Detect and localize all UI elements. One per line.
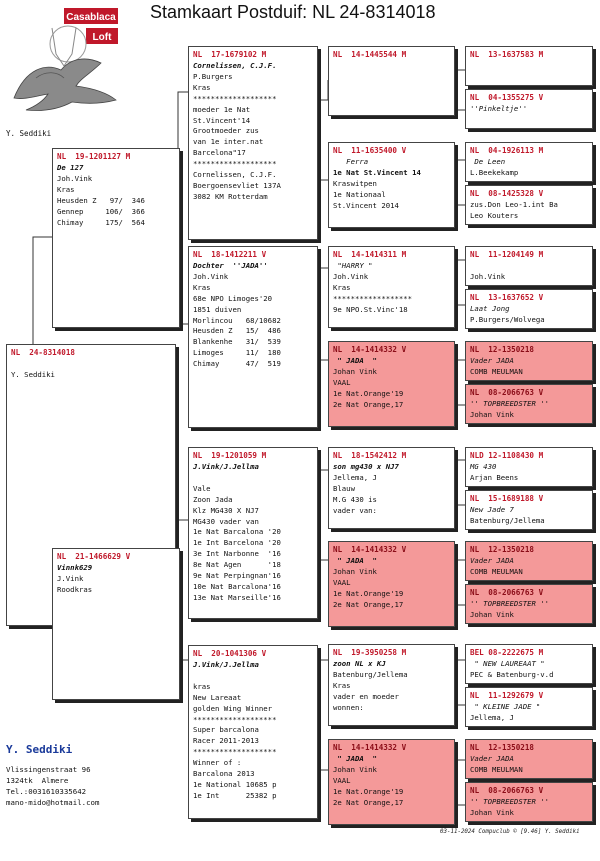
g4-ring: NL 08-1425328 V	[470, 189, 544, 198]
g4-ring: NL 12-1350218	[470, 545, 535, 554]
g3-detail-line: 1e Nat.Orange'19	[333, 588, 404, 598]
g4-ring: NL 13-1637652 V	[470, 293, 544, 302]
mm-details	[193, 660, 313, 802]
detail-line: Klz MG430 X NJ7	[193, 505, 259, 515]
detail-line: Heusden Z 97/ 346	[57, 195, 145, 205]
g4-detail-line: ''Pinkeltje''	[470, 104, 528, 113]
g3-detail-line: Kras	[333, 680, 351, 690]
detail-line: Morlincou 68/10682	[193, 315, 281, 325]
g3-detail-line: Johan Vink	[333, 566, 377, 576]
g3-detail-line: Johan Vink	[333, 764, 377, 774]
g3-card-1[interactable]	[328, 46, 455, 116]
mf-ring: NL 19-1201059 M	[193, 451, 267, 460]
detail-line: Barcelona"17	[193, 148, 246, 158]
detail-line: Blankenhe 31/ 539	[193, 337, 281, 347]
detail-line: J.Vink/J.Jellma	[193, 462, 259, 471]
g3-detail-line: vader van:	[333, 505, 377, 515]
g4-ring: NL 08-2066763 V	[470, 388, 544, 397]
detail-line: J.Vink/J.Jellma	[193, 660, 259, 669]
g4-detail-line: Johan Vink	[470, 807, 514, 817]
detail-line: 3082 KM Rotterdam	[193, 191, 268, 201]
g3-ring: NL 18-1542412 M	[333, 451, 407, 460]
logo-text-line1: Casablaca	[66, 12, 116, 23]
g4-detail-line: New Jade 7	[470, 505, 514, 514]
g4-detail-line: L.Beekekamp	[470, 167, 519, 177]
detail-line: Gennep 106/ 366	[57, 206, 145, 216]
g3-card-6[interactable]	[328, 541, 455, 627]
g3-detail-line: " JADA "	[333, 356, 377, 365]
detail-line: 3e Int Narbonne '16	[193, 549, 281, 559]
mf-card[interactable]	[188, 447, 318, 619]
detail-line: Cornelissen, C.J.F.	[193, 61, 277, 70]
detail-line: Chimay 47/ 519	[193, 359, 281, 369]
ff-details	[193, 61, 313, 203]
owner-name: Y. Seddiki	[6, 743, 73, 756]
g3-detail-line: 2e Nat Orange,17	[333, 797, 404, 807]
g3-ring: NL 14-1445544 M	[333, 50, 407, 59]
detail-line: Racer 2011-2013	[193, 736, 259, 746]
g3-card-8[interactable]	[328, 739, 455, 825]
g4-ring: NL 11-1292679 V	[470, 691, 544, 700]
detail-line: 10e Nat Barcalona'16	[193, 581, 281, 591]
detail-line: van 1e inter.nat	[193, 137, 264, 147]
g3-card-2[interactable]	[328, 142, 455, 228]
g3-detail-line: St.Vincent 2014	[333, 200, 399, 210]
detail-line: Cornelissen, C.J.F.	[193, 170, 277, 180]
detail-line: De 127	[57, 163, 84, 172]
g4-detail-line: " NEW LAUREAAT "	[470, 659, 545, 668]
g4-card-6[interactable]	[465, 289, 593, 329]
g4-card-10[interactable]	[465, 490, 593, 530]
g3-detail-line: Ferra	[333, 157, 369, 166]
g4-detail-line: MG 430	[470, 462, 497, 471]
g3-ring: NL 19-3950258 M	[333, 648, 407, 657]
g4-ring: NL 12-1350218	[470, 345, 535, 354]
g4-ring: NL 08-2066763 V	[470, 588, 544, 597]
detail-line: Kras	[57, 184, 75, 194]
mm-card[interactable]	[188, 645, 318, 819]
g4-detail-line: Batenburg/Jellema	[470, 515, 545, 525]
g4-card-9[interactable]	[465, 447, 593, 487]
page-title: Stamkaart Postduif: NL 24-8314018	[150, 2, 436, 22]
detail-line: Boergoensevliet 137A	[193, 180, 281, 190]
detail-line: Kras	[193, 282, 211, 292]
detail-line: Dochter ''JADA''	[193, 261, 268, 270]
g3-detail-line: Batenburg/Jellema	[333, 669, 408, 679]
g3-card-7[interactable]	[328, 644, 455, 726]
detail-line: 1e Int 25382 p	[193, 790, 277, 800]
detail-line: *******************	[193, 93, 277, 103]
g4-ring: BEL 08-2222675 M	[470, 648, 544, 657]
mf-details	[193, 462, 313, 604]
g4-detail-line: De Leen	[470, 157, 506, 166]
g3-detail-line: Kras	[333, 282, 351, 292]
detail-line: J.Vink	[57, 573, 84, 583]
g4-detail-line: Laat Jong	[470, 304, 510, 313]
detail-line: *******************	[193, 159, 277, 169]
fm-ring: NL 18-1412211 V	[193, 250, 267, 259]
detail-line: Grootmoeder zus	[193, 126, 259, 136]
g4-detail-line: Arjan Beens	[470, 472, 519, 482]
g4-detail-line: Vader JADA	[470, 556, 514, 565]
fm-details	[193, 261, 313, 370]
g4-ring: NL 11-1204149 M	[470, 250, 544, 259]
g4-detail-line: " KLEINE JADE "	[470, 702, 541, 711]
g3-detail-line: zoon NL x KJ	[333, 659, 386, 668]
g4-card-1[interactable]	[465, 46, 593, 86]
g4-card-3[interactable]	[465, 142, 593, 182]
detail-line: Super barcalona	[193, 725, 259, 735]
owner-address-1: Vlissingenstraat 96	[6, 765, 91, 774]
g3-detail-line: 2e Nat Orange,17	[333, 399, 404, 409]
detail-line: *******************	[193, 714, 277, 724]
mother-ring: NL 21-1466629 V	[57, 552, 131, 561]
detail-line: Heusden Z 15/ 486	[193, 326, 281, 336]
detail-line: St.Vincent'14	[193, 115, 251, 125]
g3-detail-line: 9e NPO.St.Vinc'18	[333, 304, 408, 314]
g4-detail-line: Vader JADA	[470, 356, 514, 365]
detail-line: 1e National 10685 p	[193, 779, 277, 789]
owner-email: mano-mido@hotmail.com	[6, 798, 100, 807]
g3-detail-line: "HARRY "	[333, 261, 373, 270]
logo-owner: Y. Seddiki	[6, 129, 52, 138]
g3-detail-line: M.G 430 is	[333, 494, 377, 504]
detail-line: Chimay 175/ 564	[57, 217, 145, 227]
g4-detail-line: Johan Vink	[470, 409, 514, 419]
detail-line: 13e Nat Marseille'16	[193, 592, 281, 602]
detail-line: Joh.Vink	[57, 173, 93, 183]
g3-card-4[interactable]	[328, 341, 455, 427]
g4-detail-line: zus.Don Leo-1.int Ba	[470, 200, 558, 209]
g4-ring: NL 15-1689188 V	[470, 494, 544, 503]
g3-ring: NL 14-1414332 V	[333, 743, 407, 752]
g4-detail-line: '' TOPBREEDSTER ''	[470, 797, 550, 806]
detail-line: Zoon Jada	[193, 494, 233, 504]
g3-ring: NL 14-1414311 M	[333, 250, 407, 259]
detail-line	[193, 473, 313, 484]
g4-detail-line: P.Burgers/Wolvega	[470, 314, 545, 324]
g3-detail-line: 1e Nat St.Vincent 14	[333, 167, 421, 177]
g3-detail-line: 1e Nat.Orange'19	[333, 786, 404, 796]
g4-ring: NL 12-1350218	[470, 743, 535, 752]
detail-line: Roodkras	[57, 584, 93, 594]
ff-ring: NL 17-1679102 M	[193, 50, 267, 59]
detail-line: *******************	[193, 747, 277, 757]
logo-text-line2: Loft	[92, 32, 112, 43]
detail-line: Vale	[193, 483, 211, 493]
g4-detail-line: PEC & Batenburg-v.d	[470, 669, 554, 679]
g4-card-7[interactable]	[465, 341, 593, 381]
g3-detail-line: Blauw	[333, 483, 355, 493]
g4-card-8[interactable]	[465, 384, 593, 424]
g4-card-12[interactable]	[465, 584, 593, 624]
g3-detail-line: 1e Nationaal	[333, 189, 386, 199]
owner-phone: Tel.:0031610335642	[6, 787, 87, 796]
g3-card-3[interactable]	[328, 246, 455, 328]
subject-line	[11, 359, 171, 370]
g4-card-16[interactable]	[465, 782, 593, 822]
g4-ring: NL 04-1926113 M	[470, 146, 544, 155]
g4-detail-line: COMB MEULMAN	[470, 366, 523, 376]
fm-card[interactable]	[188, 246, 318, 428]
father-details	[57, 163, 175, 228]
g4-detail-line: Vader JADA	[470, 754, 514, 763]
g4-detail-line: COMB MEULMAN	[470, 566, 523, 576]
g4-ring: NL 08-2066763 V	[470, 786, 544, 795]
g4-card-14[interactable]	[465, 687, 593, 727]
ff-card[interactable]	[188, 46, 318, 240]
print-info: 03-11-2024 Compuclub © [9.46] Y. Seddiki	[440, 829, 580, 835]
g4-detail-line: Johan Vink	[470, 609, 514, 619]
g3-detail-line: VAAL	[333, 577, 351, 587]
g3-detail-line: 1e Nat.Orange'19	[333, 388, 404, 398]
g3-detail-line: wonnen:	[333, 702, 364, 712]
g4-card-2[interactable]	[465, 89, 593, 129]
g3-detail-line: Kraswitpen	[333, 178, 377, 188]
g3-ring: NL 11-1635400 V	[333, 146, 407, 155]
g4-card-11[interactable]	[465, 541, 593, 581]
detail-line: MG430 vader van	[193, 516, 259, 526]
subject-owner: Y. Seddiki	[11, 369, 55, 379]
g3-detail-line: Jellema, J	[333, 472, 377, 482]
detail-line: Barcalona 2013	[193, 769, 255, 779]
g3-detail-line: Johan Vink	[333, 366, 377, 376]
mm-ring: NL 20-1041306 V	[193, 649, 267, 658]
g3-detail-line: VAAL	[333, 377, 351, 387]
father-card[interactable]	[52, 148, 180, 328]
g3-detail-line: ******************	[333, 293, 413, 303]
g4-ring: NL 04-1355275 V	[470, 93, 544, 102]
g4-ring: NL 13-1637583 M	[470, 50, 544, 59]
detail-line: 68e NPO Limoges'20	[193, 293, 273, 303]
g4-detail-line: '' TOPBREEDSTER ''	[470, 599, 550, 608]
g4-detail-line: '' TOPBREEDSTER ''	[470, 399, 550, 408]
mother-details	[57, 563, 175, 596]
detail-line: Winner of :	[193, 758, 242, 768]
detail-line: 1e Nat Barcalona '20	[193, 527, 281, 537]
mother-card[interactable]	[52, 548, 180, 700]
g3-detail-line: " JADA "	[333, 754, 377, 763]
g3-card-5[interactable]	[328, 447, 455, 529]
detail-line: 8e Nat Agen '18	[193, 560, 281, 570]
detail-line: Limoges 11/ 180	[193, 348, 281, 358]
g3-detail-line: vader en moeder	[333, 691, 399, 701]
father-ring: NL 19-1201127 M	[57, 152, 131, 161]
detail-line: 9e Nat Perpingnan'16	[193, 571, 281, 581]
subject-ring: NL 24-8314018	[11, 348, 76, 357]
g4-detail-line	[470, 261, 588, 272]
g4-card-4[interactable]	[465, 185, 593, 225]
detail-line: 1e Int Barcelona '20	[193, 538, 281, 548]
detail-line: kras	[193, 681, 211, 691]
g4-detail-line: Joh.Vink	[470, 271, 506, 281]
owner-address-2: 1324tk Almere	[6, 776, 69, 785]
g3-ring: NL 14-1414332 V	[333, 345, 407, 354]
g4-detail-line: COMB MEULMAN	[470, 764, 523, 774]
detail-line: moeder 1e Nat	[193, 104, 251, 114]
g4-card-5[interactable]	[465, 246, 593, 286]
g3-detail-line: VAAL	[333, 775, 351, 785]
g4-card-13[interactable]	[465, 644, 593, 684]
detail-line: Kras	[193, 82, 211, 92]
detail-line: P.Burgers	[193, 71, 233, 81]
g3-detail-line: Joh.Vink	[333, 271, 369, 281]
g4-ring: NLD 12-1108430 M	[470, 451, 544, 460]
g3-detail-line: " JADA "	[333, 556, 377, 565]
detail-line: golden Wing Winner	[193, 703, 273, 713]
g3-detail-line: 2e Nat Orange,17	[333, 599, 404, 609]
g4-card-15[interactable]	[465, 739, 593, 779]
detail-line: Vinnk629	[57, 563, 93, 572]
g4-detail-line: Jellema, J	[470, 712, 514, 722]
detail-line	[193, 671, 313, 682]
g4-detail-line: Leo Kouters	[470, 210, 519, 220]
detail-line: New Lareaat	[193, 692, 242, 702]
detail-line: 1851 duiven	[193, 304, 242, 314]
g3-ring: NL 14-1414332 V	[333, 545, 407, 554]
detail-line: Joh.Vink	[193, 271, 229, 281]
g3-detail-line: son mg430 x NJ7	[333, 462, 399, 471]
